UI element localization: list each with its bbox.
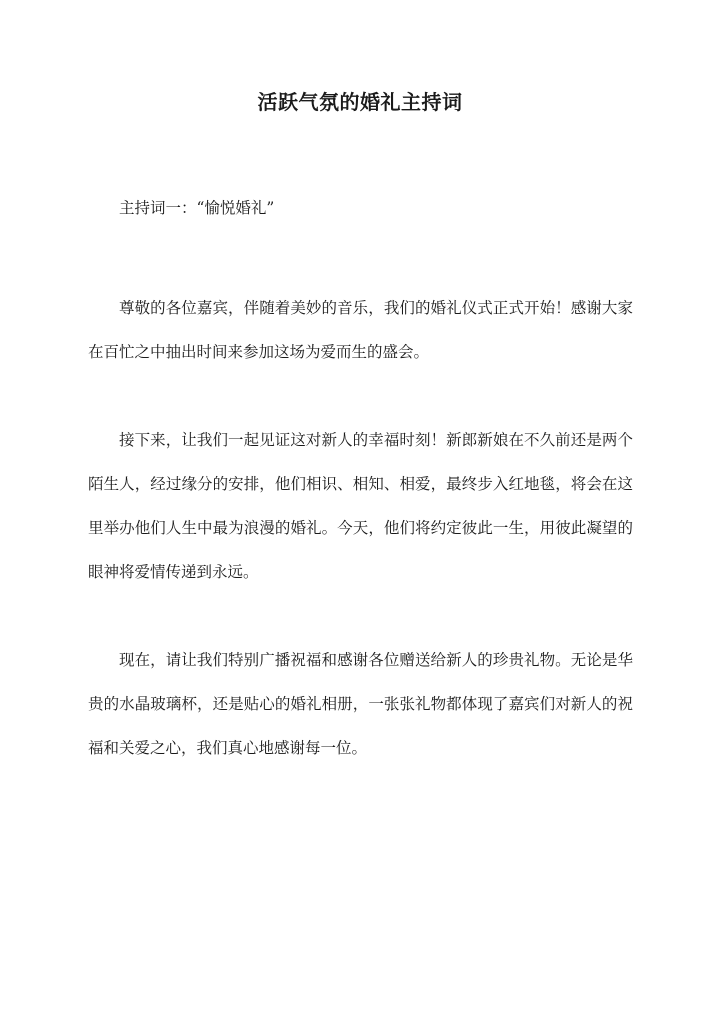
document-title: 活跃气氛的婚礼主持词 xyxy=(257,90,463,114)
paragraph-1: 尊敬的各位嘉宾，伴随着美妙的音乐，我们的婚礼仪式正式开始！感谢大家在百忙之中抽出时间来参加这场为爱而生的盛会。 xyxy=(88,299,633,361)
section-heading: 主持词一：“愉悦婚礼” xyxy=(119,199,275,217)
paragraph-2: 接下来，让我们一起见证这对新人的幸福时刻！新郎新娘在不久前还是两个陌生人，经过缘分的安排，他们相识、相知、相爱，最终步入红地毯，将会在这里举办他们人生中最为浪漫的婚礼。今天，他们将约定彼此一生，用彼此凝望的眼神将爱情传递到永远。 xyxy=(88,431,633,581)
paragraph-3: 现在，请让我们特别广播祝福和感谢各位赠送给新人的珍贵礼物。无论是华贵的水晶玻璃杯，还是贴心的婚礼相册，一张张礼物都体现了嘉宾们对新人的祝福和关爱之心，我们真心地感谢每一位。 xyxy=(88,651,633,757)
